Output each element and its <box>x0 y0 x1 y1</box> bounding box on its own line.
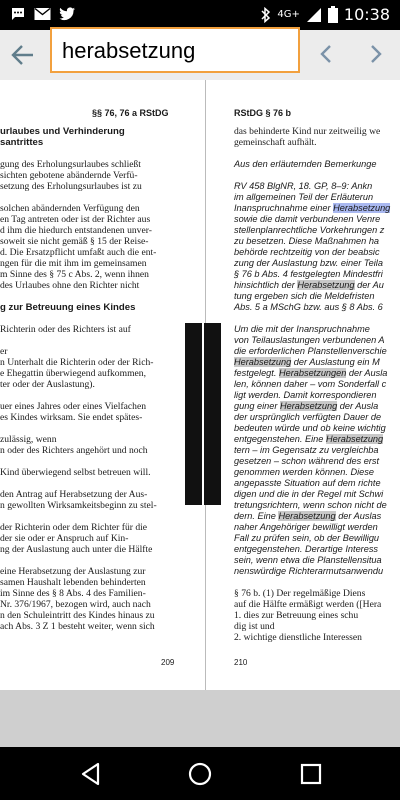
search-match: Herabsetzung <box>234 357 292 367</box>
right-page-line: tretungsrichtern, wenn schon nicht de <box>234 500 387 510</box>
right-page-line: 1. dies zur Betreuung eines schu <box>234 610 359 621</box>
right-page-line: der ursprünglich verfügten Dauer de <box>234 412 382 422</box>
back-arrow-icon <box>8 40 38 70</box>
left-page-line: ng der Auslastung auch unter die Hälfte <box>0 544 153 555</box>
left-page-line <box>0 478 198 489</box>
right-page-line: Fall zu prüfen sein, ob der Bewilligu <box>234 533 380 543</box>
right-page-text <box>234 126 400 643</box>
square-recents-icon <box>298 761 324 787</box>
navigation-bar <box>0 747 400 800</box>
nav-recents-button[interactable] <box>298 761 324 787</box>
right-page-line: len, können daher – vom Sonderfall c <box>234 379 387 389</box>
left-page-line: d ihm die hiedurch entstandenen unver- <box>0 225 152 236</box>
left-page-line: Nr. 376/1967, bezogen wird, auch nach <box>0 599 151 610</box>
right-page-line: das behinderte Kind nur zeitweilig we <box>234 126 381 137</box>
battery-icon <box>328 6 338 23</box>
left-page-line: santrittes <box>0 137 44 148</box>
right-page-line: Abs. 5 a MSchG bzw. aus § 8 Abs. 6 <box>234 302 383 312</box>
left-page-line: Kind überwiegend selbst betreuen will. <box>0 467 151 478</box>
right-page-line: digen und die in der Regel mit Schwi <box>234 489 384 499</box>
nav-home-button[interactable] <box>187 761 213 787</box>
left-page-line: g zur Betreuung eines Kindes <box>0 302 136 313</box>
left-page-number: 209 <box>161 658 175 667</box>
twitter-icon <box>59 7 76 21</box>
left-page-line: der sie oder er Anspruch auf Kin- <box>0 533 129 544</box>
right-page-line: festgelegt. Herabsetzungen der Ausla <box>234 368 388 378</box>
search-match: Herabsetzungen <box>278 368 347 378</box>
left-page-line: n den Schuleintritt des Kindes hinaus zu <box>0 610 155 621</box>
left-page-line: n gewollten Wirksamkeitsbeginn zu stel- <box>0 500 157 511</box>
left-page-line: der Richterin oder dem Richter für die <box>0 522 148 533</box>
right-page-line: zung der Auslastung bzw. einer Teila <box>234 258 383 268</box>
sms-icon <box>10 6 26 22</box>
nav-back-button[interactable] <box>78 761 104 787</box>
right-page-line: gemeinschaft aufhält. <box>234 137 317 148</box>
right-page-line: Aus den erläuternden Bemerkunge <box>234 159 377 169</box>
left-page-line: er <box>0 346 8 357</box>
right-page-line: sein, wenn etwa die Planstellensitua <box>234 555 382 565</box>
left-page-line: gung des Erholungsurlaubes schließt <box>0 159 141 170</box>
right-page-header: RStDG § 76 b <box>234 108 292 118</box>
search-input[interactable] <box>60 34 292 68</box>
left-page-line: ach Abs. 3 Z 1 besteht weiter, wenn sich <box>0 621 155 632</box>
left-page-line <box>0 148 198 159</box>
left-page-line: des Urlaubes ohne den Richter nicht <box>0 280 140 291</box>
left-page-line: Richterin oder des Richters ist auf <box>0 324 131 335</box>
back-button[interactable] <box>8 40 40 70</box>
triangle-back-icon <box>78 761 104 787</box>
left-page-line <box>0 192 198 203</box>
search-field[interactable] <box>50 27 300 73</box>
search-match: Herabsetzung <box>325 434 384 444</box>
right-page-line: naher Angehöriger bewilligt werden <box>234 522 378 532</box>
right-page-line: tern – im Gegensatz zu vergleichba <box>234 445 379 455</box>
document-view[interactable] <box>0 80 400 690</box>
left-page-line: e Ehegattin überwiegend aufkommen, <box>0 368 146 379</box>
right-page-line: im allgemeinen Teil der Erläuterun <box>234 192 374 202</box>
right-page-line: auf die Hälfte ermäßigt werden ([Hera <box>234 599 382 610</box>
left-page-line: d. Die Ersatzpflicht umfaßt auch die ent- <box>0 247 157 258</box>
right-page-line: gung einer Herabsetzung der Ausla <box>234 401 379 411</box>
right-page-line: § 76 b Abs. 4 festgelegten Mindestfri <box>234 269 383 279</box>
left-page-line <box>0 555 198 566</box>
right-page-line: behörde rechtzeitig von der beabsic <box>234 247 380 257</box>
page-scroll-handle[interactable] <box>185 323 221 505</box>
left-page-line: den Antrag auf Herabsetzung der Aus- <box>0 489 148 500</box>
chevron-right-icon <box>364 40 388 68</box>
left-page-line: m Sinne des § 75 c Abs. 2, wenn ihnen <box>0 269 149 280</box>
right-page-line: dig ist und <box>234 621 275 632</box>
right-page-line <box>234 170 400 181</box>
right-page <box>208 80 400 690</box>
left-page-header: §§ 76, 76 a RStDG <box>92 108 169 118</box>
left-page-line <box>0 511 198 522</box>
left-page-line: en Tag antreten oder ist der Richter aus <box>0 214 151 225</box>
left-page-line <box>0 335 198 346</box>
network-type-label: 4G+ <box>277 9 300 20</box>
left-page-line: es Kindes wirksam. Sie endet spätes- <box>0 412 143 423</box>
bluetooth-icon <box>261 7 271 23</box>
status-bar <box>0 0 400 30</box>
left-page-line: sichten gebotene abändernde Verfü- <box>0 170 138 181</box>
right-page-line: tung ergeben sich die Meldefristen <box>234 291 375 301</box>
right-page-line: zu besetzen. Diese Maßnahmen ha <box>234 236 380 246</box>
right-page-line: bedeuten würde und ob keine wichtig <box>234 423 386 433</box>
right-page-line: Um die mit der Inanspruchnahme <box>234 324 370 334</box>
right-page-line: von Teilauslastungen verbundenen A <box>234 335 385 345</box>
document-footer-area <box>0 690 400 747</box>
left-page-line: samen Haushalt lebenden behinderten <box>0 577 146 588</box>
right-page-line: entgegenstehen. Eine Herabsetzung <box>234 434 384 444</box>
right-page-number: 210 <box>234 658 248 667</box>
right-page-line: stellenplanrechtliche Vorkehrungen z <box>234 225 385 235</box>
right-page-line: hinsichtlich der Herabsetzung der Au <box>234 280 384 290</box>
right-page-line: dern. Eine Herabsetzung der Auslas <box>234 511 382 521</box>
left-page-line: n Unterhalt die Richterin oder der Rich- <box>0 357 154 368</box>
left-page-line: urlaubes und Verhinderung <box>0 126 125 137</box>
left-page-line <box>0 456 198 467</box>
left-page-line: solchen abändernden Verfügung den <box>0 203 140 214</box>
left-page-line <box>0 423 198 434</box>
left-page-line: ngen für die mit ihm im gemeinsamen <box>0 258 147 269</box>
current-search-match: Herabsetzung <box>333 203 391 213</box>
system-icons <box>261 5 390 24</box>
left-page-line: im Sinne des § 8 Abs. 4 des Familien- <box>0 588 146 599</box>
right-page-line: sowie die damit verbundenen Venre <box>234 214 381 224</box>
circle-home-icon <box>187 761 213 787</box>
left-page-line <box>0 313 198 324</box>
notification-icons <box>10 6 76 22</box>
next-match-button[interactable] <box>364 40 388 68</box>
right-page-line: die erforderlichen Planstellenverschie <box>234 346 387 356</box>
right-page-line: ligt werden. Damit korrespondieren <box>234 390 377 400</box>
right-page-line: gesetzen – schon während des erst <box>234 456 380 466</box>
signal-icon <box>306 7 322 23</box>
left-page-line <box>0 390 198 401</box>
right-page-line: 2. wichtige dienstliche Interessen <box>234 632 362 643</box>
search-match: Herabsetzung <box>279 401 338 411</box>
left-page <box>0 80 198 690</box>
left-page-line: n oder des Richters angehört und noch <box>0 445 148 456</box>
right-page-line: angepasste Situation auf dem richte <box>234 478 381 488</box>
right-page-line: entgegenstehen. Derartige Interess <box>234 544 379 554</box>
right-page-line: Herabsetzung der Auslastung ein M <box>234 357 380 367</box>
left-page-line: setzung des Erholungsurlaubes ist zu <box>0 181 142 192</box>
left-page-line <box>0 291 198 302</box>
left-page-line: eine Herabsetzung der Auslastung zur <box>0 566 146 577</box>
search-match: Herabsetzung <box>278 511 336 521</box>
left-page-line: zulässig, wenn <box>0 434 57 445</box>
right-page-line <box>234 313 400 324</box>
right-page-line: Inanspruchnahme einer Herabsetzung <box>234 203 391 213</box>
left-page-line: ter oder der Auslastung). <box>0 379 95 390</box>
left-page-line: uer eines Jahres oder eines Vielfachen <box>0 401 147 412</box>
mail-icon <box>34 7 51 21</box>
right-page-line <box>234 148 400 159</box>
previous-match-button[interactable] <box>314 40 338 68</box>
search-match: Herabsetzung <box>297 280 355 290</box>
clock: 10:38 <box>343 5 390 24</box>
left-page-text <box>0 126 198 632</box>
right-page-line: genommen werden können. Diese <box>234 467 374 477</box>
left-page-line: soweit sie nicht gemäß § 15 der Reise- <box>0 236 149 247</box>
right-page-line <box>234 577 400 588</box>
chevron-left-icon <box>314 40 338 68</box>
right-page-line: nenswürdige Richterarmutsanwendu <box>234 566 384 576</box>
right-page-line: § 76 b. (1) Der regelmäßige Diens <box>234 588 366 599</box>
right-page-line: RV 458 BlgNR, 18. GP, 8–9: Ankn <box>234 181 373 191</box>
